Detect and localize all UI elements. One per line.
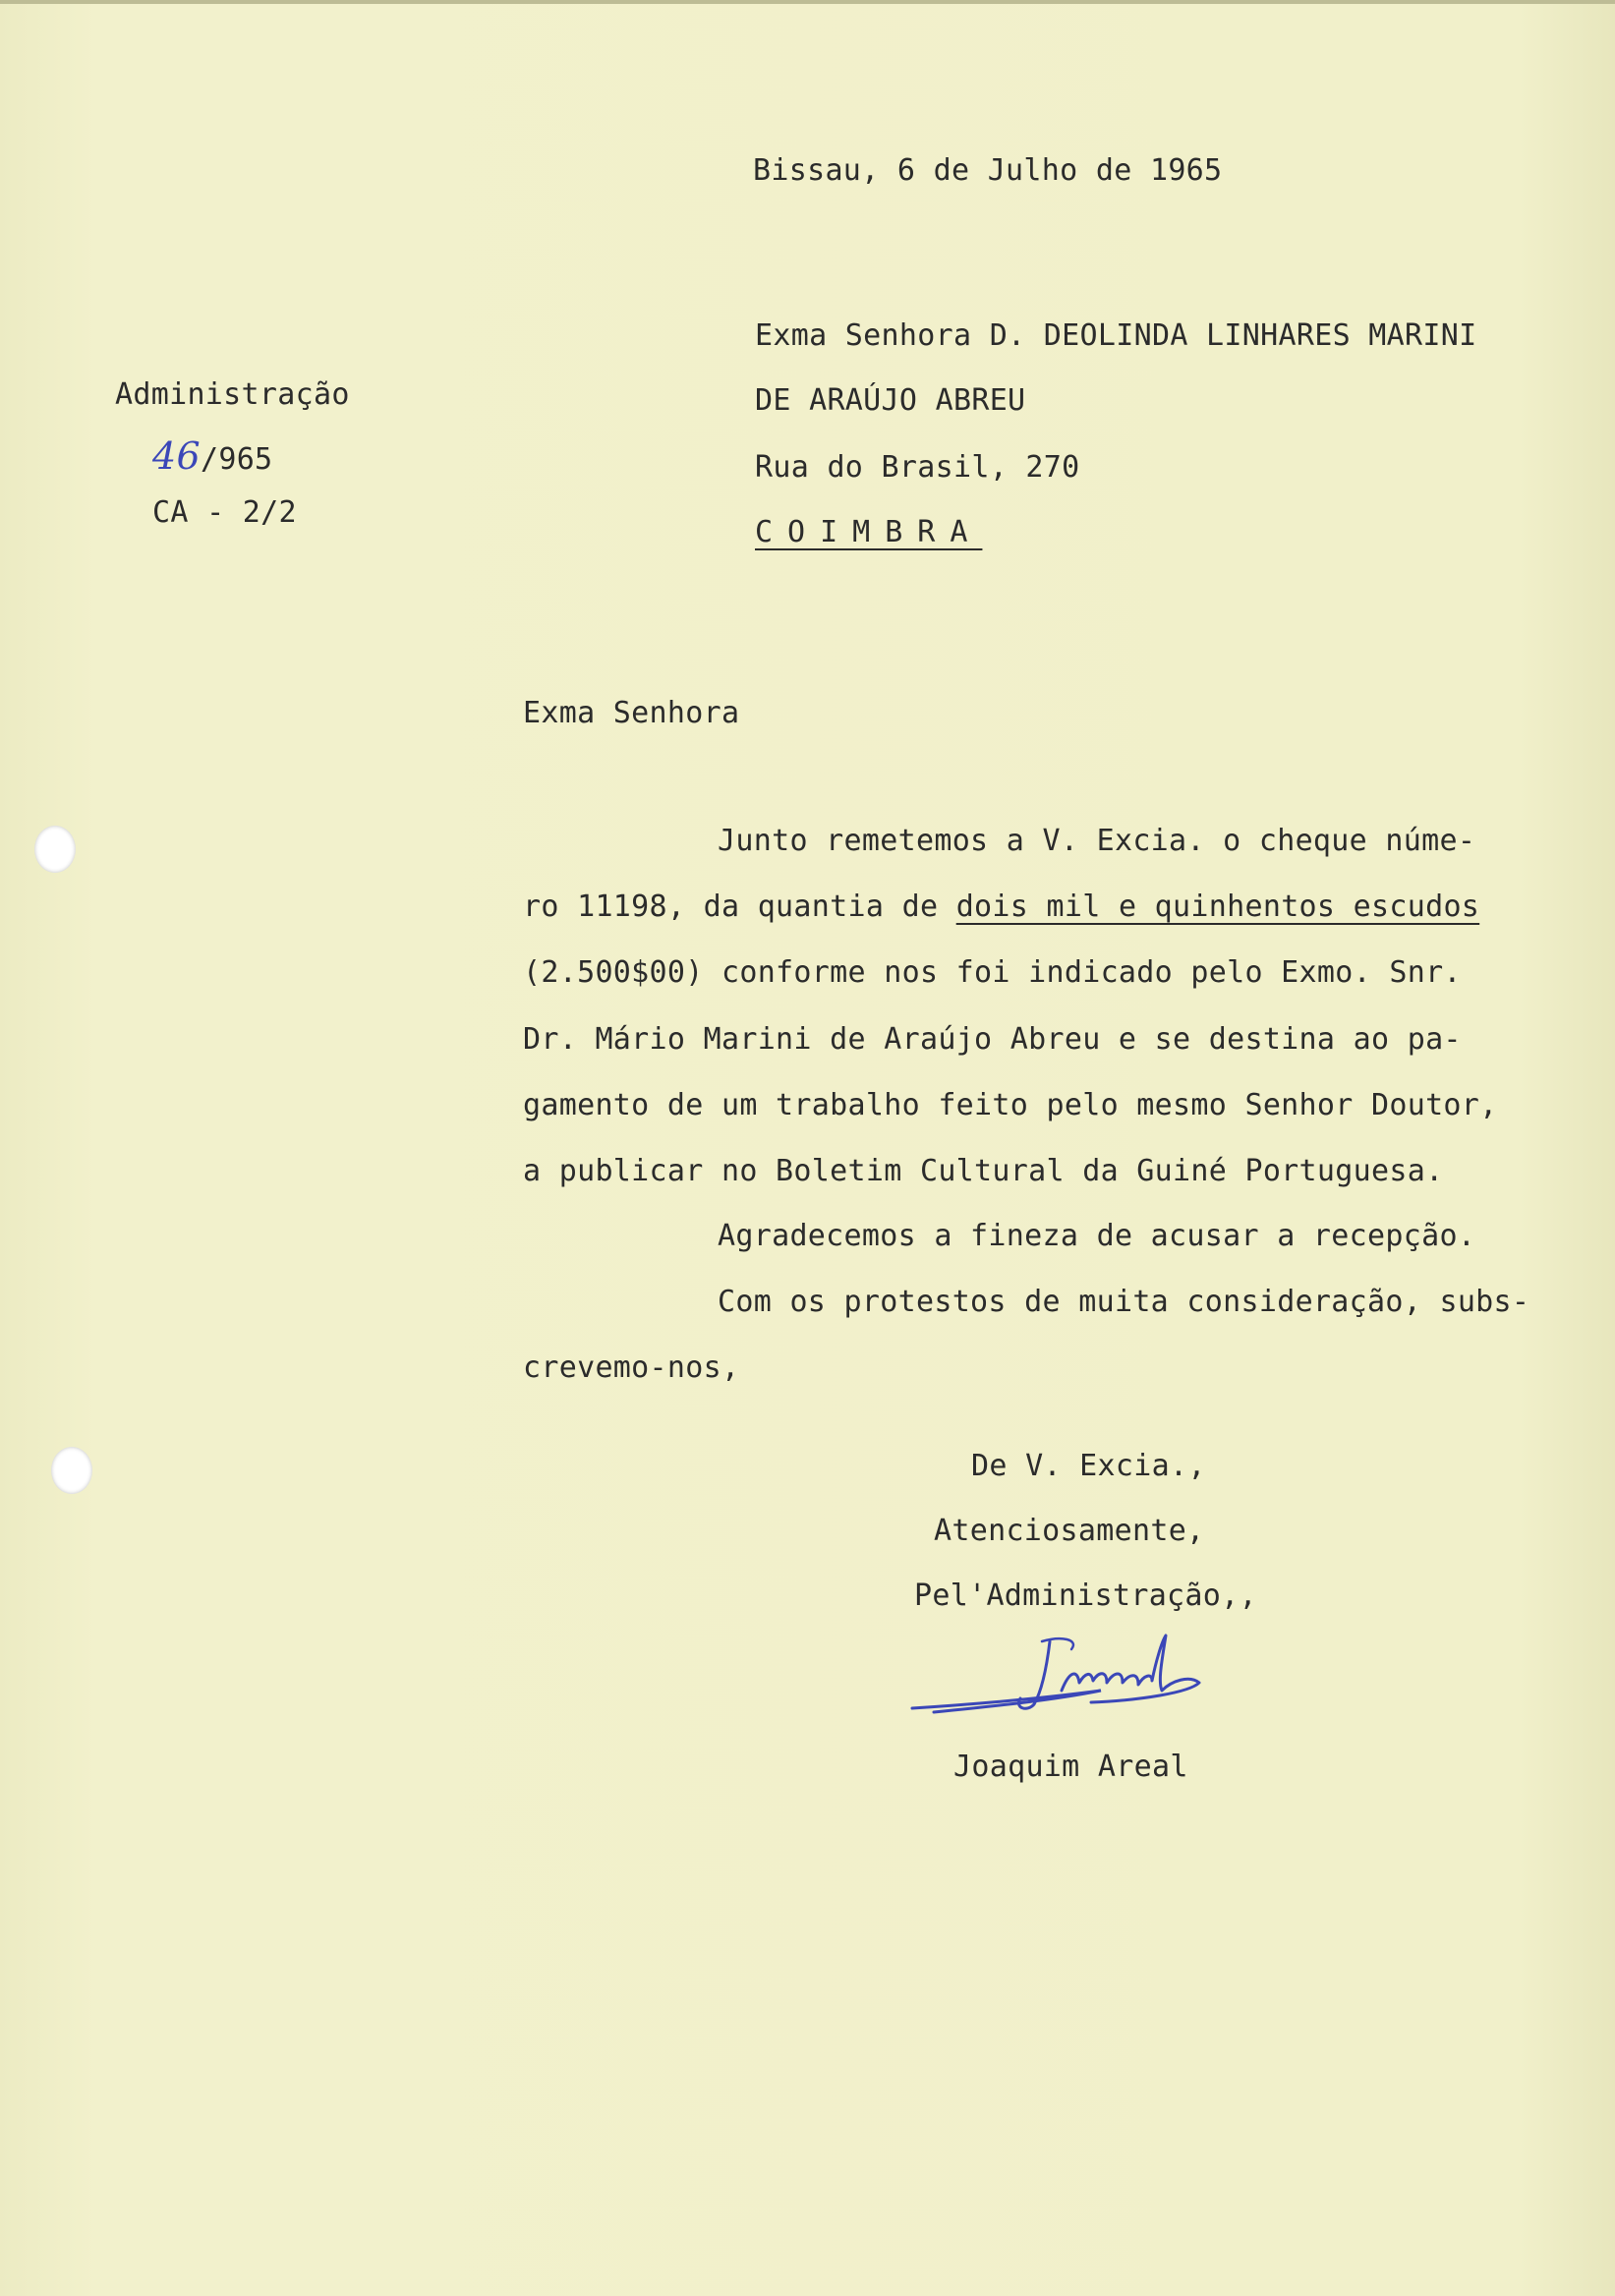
reference-number-suffix: /965 [200,442,273,477]
body-paragraph-3-line-1: Com os protestos de muita consideração, subs- [718,1285,1530,1319]
signatory-name: Joaquim Areal [953,1750,1188,1784]
punch-hole-lower [51,1447,92,1494]
recipient-line-2: DE ARAÚJO ABREU [755,383,1026,418]
reference-department: Administração [115,377,350,412]
reference-code: CA - 2/2 [152,495,297,530]
letter-date: Bissau, 6 de Julho de 1965 [753,153,1223,188]
body-paragraph-1-line-4: Dr. Mário Marini de Araújo Abreu e se destina ao pa- [523,1022,1462,1057]
body-paragraph-1-line-2 [523,890,1479,925]
recipient-line-1: Exma Senhora D. DEOLINDA LINHARES MARINI [755,318,1477,353]
body-paragraph-1-line-3: (2.500$00) conforme nos foi indicado pelo Exmo. Snr. [523,955,1462,990]
closing-line-1: De V. Excia., [971,1449,1206,1483]
recipient-city: COIMBRA [755,515,983,549]
reference-number [152,434,273,478]
body-paragraph-3-line-2: crevemo-nos, [523,1350,740,1385]
body-amount-underlined: dois mil e quinhentos escudos [955,890,1480,924]
body-paragraph-2: Agradecemos a fineza de acusar a recepção. [718,1219,1476,1253]
closing-line-2: Atenciosamente, [934,1514,1205,1548]
paper-top-edge [0,0,1615,4]
salutation: Exma Senhora [523,696,740,730]
reference-number-handwritten: 46 [152,434,201,478]
body-paragraph-1-line-6: a publicar no Boletim Cultural da Guiné Portuguesa. [523,1154,1444,1188]
body-paragraph-1-line-1: Junto remetemos a V. Excia. o cheque núme- [718,824,1476,858]
punch-hole-upper [34,826,76,873]
closing-line-3: Pel'Administração,, [914,1578,1257,1613]
body-cheque-text: ro 11198, da quantia de [523,890,956,924]
signature-image [904,1622,1258,1730]
recipient-line-3: Rua do Brasil, 270 [755,450,1080,485]
body-paragraph-1-line-5: gamento de um trabalho feito pelo mesmo Senhor Doutor, [523,1088,1498,1122]
